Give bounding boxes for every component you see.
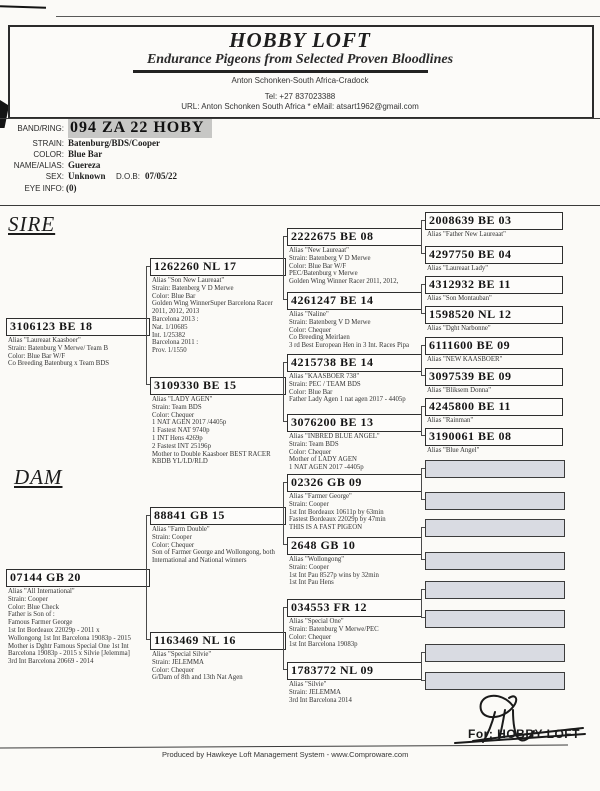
pedigree-detail-line: Strain: JELEMMA: [289, 688, 341, 696]
pedigree-detail-line: Father Lady Agen 1 nat agen 2017 - 4405p: [289, 396, 406, 404]
pedigree-detail-line: 1st Int Bordeaux 22029p - 2011 x: [8, 626, 100, 634]
ring-number: 3076200 BE 13: [287, 414, 422, 432]
pedigree-detail-line: Barcelona 2011 :: [152, 339, 199, 347]
phone-line: Tel: +27 837023388: [264, 92, 336, 101]
pedigree-detail-line: Alias "Special One": [289, 618, 344, 625]
pedigree-detail-line: Color: Blue Check: [8, 603, 59, 611]
loft-subtitle: Endurance Pigeons from Selected Proven Bloodlines: [146, 52, 454, 67]
pedigree-details: [287, 617, 422, 649]
url-email-line: URL: Anton Schonken South Africa * eMail: atsart1962@gmail.com: [181, 102, 419, 111]
connector-line: [421, 589, 422, 618]
pedigree-detail-line: Co Breeding Meirlaen: [289, 334, 350, 342]
connector-line: [421, 406, 422, 436]
pedigree-detail-line: Alias "New Laureaat": [289, 247, 349, 254]
pedigree-detail-line: 1 Fastest NAT 9740p: [152, 427, 210, 435]
pedigree-detail-line: Strain: JELEMMA: [152, 658, 204, 666]
pedigree-detail-line: Mother is Dghtr Famous Special One 1st Int: [8, 642, 129, 650]
pedigree-detail-line: Mother to Double Kaasboer BEST RACER: [152, 450, 271, 458]
ring-number: 2222675 BE 08: [287, 228, 422, 246]
pedigree-detail-line: Fastest Bordeaux 22029p by 47min: [289, 516, 386, 524]
dob-value: 07/05/22: [145, 171, 178, 181]
empty-pedigree-slot: [425, 581, 565, 599]
pedigree-detail-line: Alias "Naline": [289, 311, 329, 318]
name-alias-label: NAME/ALIAS:: [13, 161, 64, 170]
pedigree-detail-line: 1 NAT AGEN 2017 -4405p: [289, 464, 364, 472]
pedigree-detail-line: Strain: Batenburg V Merwe/PEC: [289, 625, 379, 633]
alias-line: Alias "NEW KAASBOER": [427, 356, 503, 363]
empty-pedigree-slot: [425, 492, 565, 510]
ring-number: 4297750 BE 04: [425, 246, 563, 264]
sex-value: Unknown: [68, 171, 106, 181]
ring-number: 3190061 BE 08: [425, 428, 563, 446]
pedigree-detail-line: Alias "All International": [8, 588, 75, 595]
pedigree-detail-line: Color: Blue Bar W/F: [289, 262, 347, 270]
empty-pedigree-slot: [425, 552, 565, 570]
pedigree-detail-line: Color: Chequer: [152, 411, 195, 419]
ring-number: 3097539 BE 09: [425, 368, 563, 386]
pedigree-details: [287, 432, 422, 472]
pedigree-box: [425, 368, 563, 395]
pedigree-detail-line: Color: Blue Bar: [289, 388, 333, 396]
ring-number: 2648 GB 10: [287, 537, 422, 555]
alias-line: Alias "Rainman": [427, 417, 474, 424]
pedigree-detail-line: Alias "Farmer George": [289, 493, 352, 500]
pedigree-details: [6, 336, 150, 368]
pedigree-box: [425, 428, 563, 455]
ring-number: 1262260 NL 17: [150, 258, 286, 276]
pedigree-details: [6, 587, 150, 666]
pedigree-detail-line: 2011, 2012, 2013: [152, 308, 200, 316]
eye-info-label: EYE INFO:: [24, 184, 64, 193]
pedigree-box-dam: [6, 569, 150, 666]
pedigree-detail-line: Alias "LADY AGEN": [152, 396, 213, 403]
pedigree-detail-line: Golden Wing WinnerSuper Barcelona Racer: [152, 300, 273, 308]
pedigree-detail-line: Strain: Batenberg V D Merwe: [289, 318, 371, 326]
connector-line: [283, 607, 284, 670]
ring-number: 1598520 NL 12: [425, 306, 563, 324]
ring-number: 07144 GB 20: [6, 569, 150, 587]
connector-line: [283, 236, 284, 300]
alias-line: Alias "Blue Angel": [427, 447, 480, 454]
pedigree-detail-line: THIS IS A FAST PIGEON: [289, 524, 363, 532]
pedigree-detail-line: Wollongong 1st Int Barcelona 19083p - 2015: [8, 634, 131, 642]
scan-artifact: [0, 5, 46, 9]
pedigree-detail-line: Strain: Cooper: [8, 595, 48, 603]
band-ring-value: 094 ZA 22 HOBY: [68, 119, 212, 138]
pedigree-detail-line: 1st Int Bordeaux 10611p by 63min: [289, 508, 384, 516]
pedigree-details: [150, 525, 286, 565]
pedigree-detail-line: Color: Blue Bar W/F: [8, 352, 66, 360]
pedigree-box: [425, 398, 563, 425]
pedigree-box: [287, 662, 422, 704]
pedigree-box: [150, 377, 286, 466]
alias-line: Alias "Father New Laureaat": [427, 231, 506, 238]
pedigree-details: [287, 555, 422, 587]
pedigree-detail-line: 3rd Int Barcelona 2014: [289, 696, 352, 704]
pedigree-detail-line: G/Dam of 8th and 13th Nat Agen: [152, 674, 243, 682]
pedigree-detail-line: Color: Blue Bar: [152, 292, 196, 300]
connector-line: [283, 482, 284, 545]
pedigree-detail-line: Color: Chequer: [289, 633, 332, 641]
connector-line: [421, 284, 422, 314]
pedigree-detail-line: Famous Farmer George: [8, 619, 73, 627]
scan-artifact: [56, 16, 600, 17]
pedigree-detail-line: Son of Farmer George and Wollongong, both: [152, 549, 275, 557]
pedigree-box: [150, 507, 286, 565]
pedigree-box: [425, 337, 563, 364]
pedigree-detail-line: Alias "Son New Laureaat": [152, 277, 225, 284]
connector-line: [421, 468, 422, 500]
ring-number: 034553 FR 12: [287, 599, 422, 617]
band-ring-label: BAND/RING:: [17, 124, 64, 133]
pedigree-detail-line: Alias "INBRED BLUE ANGEL": [289, 433, 380, 440]
empty-pedigree-slot: [425, 644, 565, 662]
pedigree-box: [425, 246, 563, 273]
alias-line: Alias "Bliksem Donna": [427, 387, 492, 394]
signature-for-text: For: HOBBY LOFT: [468, 727, 580, 741]
pedigree-detail-line: 1st Int Barcelona 19083p: [289, 641, 358, 649]
pedigree-detail-line: Alias "Wollongong": [289, 556, 345, 563]
pedigree-details: [287, 310, 422, 350]
pedigree-detail-line: Color: Chequer: [289, 326, 332, 334]
pedigree-box: [287, 537, 422, 587]
pedigree-detail-line: Alias "Special Silvie": [152, 651, 212, 658]
pedigree-detail-line: Strain: Batenberg V D Merwe: [152, 284, 234, 292]
connector-line: [421, 652, 422, 681]
color-value: Blue Bar: [68, 149, 103, 159]
pedigree-detail-line: Golden Wing Winner Racer 2011, 2012,: [289, 278, 399, 286]
alias-line: Alias "Dght Narbonne": [427, 325, 491, 332]
pedigree-detail-line: PEC/Batenburg v Merwe: [289, 270, 358, 278]
ring-number: 4215738 BE 14: [287, 354, 422, 372]
pedigree-detail-line: KBDB YL/LD/RLD: [152, 458, 208, 466]
pedigree-detail-line: Color: Chequer: [289, 448, 332, 456]
pedigree-detail-line: 1 NAT AGEN 2017 /4405p: [152, 419, 227, 427]
connector-line: [421, 220, 422, 254]
pedigree-detail-line: Mother of LADY AGEN: [289, 456, 357, 464]
sex-label: SEX:: [45, 172, 64, 181]
pedigree-detail-line: Alias "Laureaat Kaasboer": [8, 337, 81, 344]
pedigree-box: [287, 292, 422, 350]
pedigree-detail-line: Strain: Batenberg V D Merwe: [289, 254, 371, 262]
pedigree-details: [287, 372, 422, 404]
pedigree-detail-line: Color: Chequer: [152, 541, 195, 549]
pedigree-box: [425, 306, 563, 333]
ring-number: 88841 GB 15: [150, 507, 286, 525]
empty-pedigree-slot: [425, 460, 565, 478]
strain-value: Batenburg/BDS/Cooper: [68, 138, 161, 148]
ring-number: 4245800 BE 11: [425, 398, 563, 416]
pedigree-detail-line: Strain: Batenburg V Merwe/ Team B: [8, 344, 109, 352]
sire-heading: SIRE: [8, 212, 56, 236]
pedigree-detail-line: Color: Chequer: [152, 666, 195, 674]
pedigree-box: [425, 212, 563, 239]
empty-pedigree-slot: [425, 610, 565, 628]
pedigree-box: [150, 258, 286, 355]
ring-number: 4261247 BE 14: [287, 292, 422, 310]
pedigree-detail-line: Strain: Cooper: [289, 500, 329, 508]
alias-line: Alias "Laureaat Lady": [427, 265, 489, 272]
pedigree-details: [150, 650, 286, 682]
pedigree-detail-line: Father is Son of :: [8, 611, 55, 619]
pedigree-detail-line: 3rd Int Barcelona 20669 - 2014: [8, 658, 94, 666]
pedigree-box-sire: [6, 318, 150, 368]
eye-info-value: (0): [66, 183, 77, 193]
pedigree-detail-line: Strain: Cooper: [289, 563, 329, 571]
pedigree-detail-line: 1 INT Hens 4269p: [152, 434, 203, 442]
pedigree-box: [425, 276, 563, 303]
pedigree-details: [150, 395, 286, 466]
connector-line: [146, 266, 147, 385]
ring-number: 3109330 BE 15: [150, 377, 286, 395]
pedigree-details: [287, 492, 422, 532]
dob-label: D.O.B:: [115, 172, 140, 181]
pedigree-details: [287, 680, 422, 704]
pedigree-details: [150, 276, 286, 355]
connector-line: [146, 515, 147, 640]
ring-number: 1163469 NL 16: [150, 632, 286, 650]
pedigree-detail-line: Nat. 1/10685: [152, 323, 188, 331]
pedigree-box: [287, 599, 422, 649]
name-alias-value: Guereza: [68, 160, 101, 170]
contact-line: Anton Schonken-South Africa-Cradock: [231, 76, 369, 85]
pedigree-box: [150, 632, 286, 682]
pedigree-detail-line: Alias "Silvie": [289, 681, 327, 688]
connector-line: [283, 362, 284, 422]
ring-number: 6111600 BE 09: [425, 337, 563, 355]
pedigree-detail-line: Strain: Cooper: [152, 533, 192, 541]
ring-number: 02326 GB 09: [287, 474, 422, 492]
pedigree-box: [287, 354, 422, 404]
pedigree-details: [287, 246, 422, 286]
loft-title: HOBBY LOFT: [229, 28, 371, 52]
pedigree-detail-line: 2 Fastest INT 25196p: [152, 442, 211, 450]
pedigree-detail-line: Strain: Team BDS: [289, 440, 339, 448]
pedigree-box: [287, 474, 422, 532]
pedigree-detail-line: Co Breeding Batenburg x Team BDS: [8, 360, 110, 368]
alias-line: Alias "Son Montauban": [427, 295, 492, 302]
pedigree-box: [287, 414, 422, 472]
pedigree-detail-line: International and National winners: [152, 557, 247, 565]
divider: [0, 205, 600, 206]
ring-number: 4312932 BE 11: [425, 276, 563, 294]
ring-number: 3106123 BE 18: [6, 318, 150, 336]
dam-heading: DAM: [14, 465, 63, 489]
pedigree-detail-line: Strain: Team BDS: [152, 403, 202, 411]
pedigree-detail-line: Int. 1/25382: [152, 331, 186, 339]
pedigree-detail-line: Strain: PEC / TEAM BDS: [289, 380, 361, 388]
empty-pedigree-slot: [425, 519, 565, 537]
pedigree-box: [287, 228, 422, 286]
footer-produced-by: Produced by Hawkeye Loft Management System - www.Comproware.com: [162, 750, 409, 759]
pedigree-detail-line: Prov. 1/1550: [152, 347, 187, 355]
pedigree-detail-line: 1st Int Pau 8527p wins by 32min: [289, 571, 379, 579]
header-rule: [133, 70, 428, 73]
color-label: COLOR:: [33, 150, 64, 159]
pedigree-detail-line: Barcelona 19083p - 2015 x Silvie [Jelemma]: [8, 650, 130, 658]
pedigree-detail-line: 3 rd Best European Hen in 3 Int. Races Pipa: [289, 342, 410, 350]
ring-number: 1783772 NL 09: [287, 662, 422, 680]
strain-label: STRAIN:: [32, 139, 64, 148]
pedigree-detail-line: Alias "KAASBOER 738": [289, 373, 360, 380]
pedigree-detail-line: 1st Int Pau Hens: [289, 579, 334, 587]
pedigree-detail-line: Barcelona 2013 :: [152, 315, 199, 323]
ring-number: 2008639 BE 03: [425, 212, 563, 230]
connector-line: [421, 527, 422, 560]
pedigree-detail-line: Alias "Farm Double": [152, 526, 210, 533]
connector-line: [421, 345, 422, 376]
